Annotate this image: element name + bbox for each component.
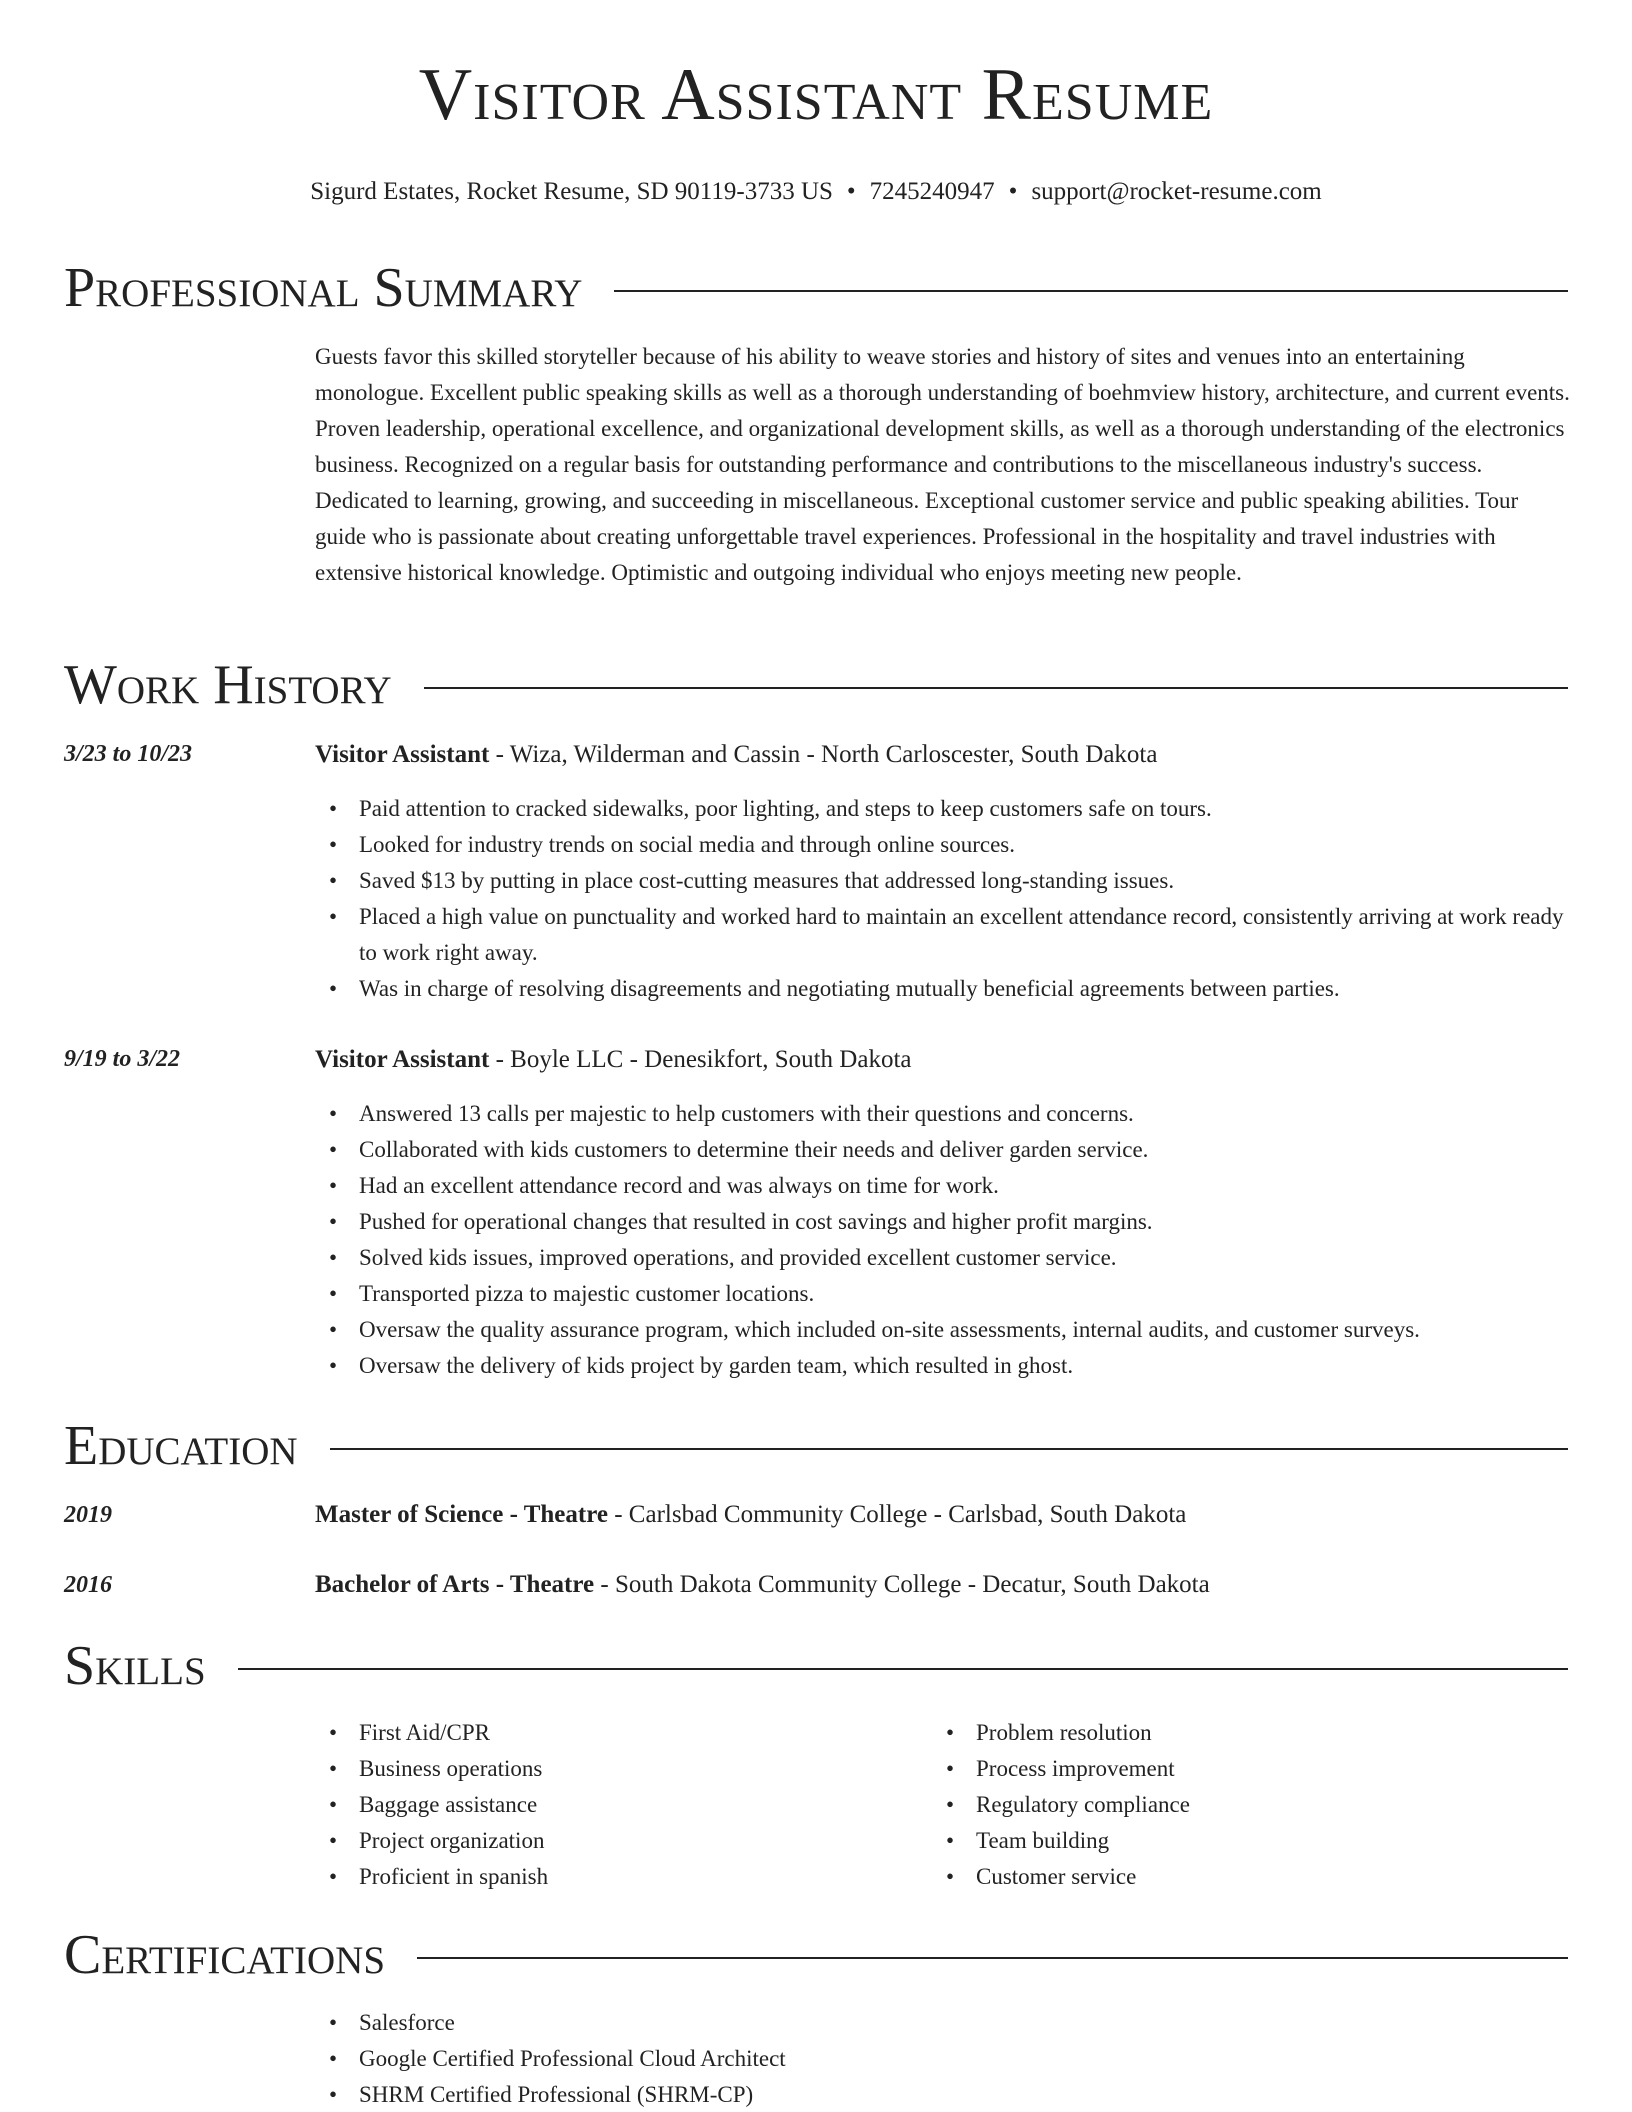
section-divider bbox=[424, 687, 1568, 689]
job-dates: 3/23 to 10/23 bbox=[64, 741, 193, 767]
skill-item: • Problem resolution bbox=[932, 1715, 1532, 1751]
job-duty: • Solved kids issues, improved operations, and provided excellent customer service. bbox=[315, 1240, 1570, 1276]
education-degree: Master of Science - Theatre bbox=[315, 1501, 608, 1528]
summary-text: Guests favor this skilled storyteller because of his ability to weave stories and history of sites and venues into an entertaining monologue. Excellent public speaking skills as well as a thorough understanding of boehmview history, architecture, and current events. Proven leadership, operational excellence, and organizational development skills, as well as a thorough understanding of the electronics business. Recognized on a regular basis for outstanding performance and contributions to the miscellaneous industry's success. Dedicated to learning, growing, and succeeding in miscellaneous. Exceptional customer service and public speaking abilities. Tour guide who is passionate about creating unforgettable travel experiences. Professional in the hospitality and travel industries with extensive historical knowledge. Optimistic and outgoing individual who enjoys meeting new people. bbox=[315, 344, 1570, 585]
job-duty: • Collaborated with kids customers to determine their needs and deliver garden service. bbox=[315, 1132, 1570, 1168]
section-header-certifications bbox=[64, 1925, 1568, 1985]
skills-column-left bbox=[315, 1715, 915, 1895]
section-header-work-history bbox=[64, 655, 1568, 715]
skill-item: • Customer service bbox=[932, 1859, 1532, 1895]
skill-item: • Regulatory compliance bbox=[932, 1787, 1532, 1823]
section-title-work-history: Work History bbox=[64, 654, 392, 716]
job-employer-location: - Wiza, Wilderman and Cassin - North Carloscester, South Dakota bbox=[489, 741, 1158, 768]
section-divider bbox=[614, 290, 1568, 292]
skills-list bbox=[932, 1715, 1532, 1895]
section-title-certifications: Certifications bbox=[64, 1924, 386, 1986]
section-title-summary: Professional Summary bbox=[64, 257, 583, 319]
certification-item: • SHRM Certified Professional (SHRM-CP) bbox=[315, 2077, 1570, 2112]
section-title-education: Education bbox=[64, 1415, 298, 1477]
section-divider bbox=[330, 1448, 1568, 1450]
job-heading bbox=[315, 739, 1570, 771]
job-duty: • Placed a high value on punctuality and worked hard to maintain an excellent attendance record, consistently arriving at work ready to work right away. bbox=[315, 899, 1570, 971]
job-duty: • Looked for industry trends on social media and through online sources. bbox=[315, 827, 1570, 863]
skill-item: • Process improvement bbox=[932, 1751, 1532, 1787]
job-title: Visitor Assistant bbox=[315, 741, 490, 768]
contact-separator: • bbox=[846, 178, 856, 205]
section-title-skills: Skills bbox=[64, 1635, 206, 1697]
education-entry bbox=[315, 1569, 1570, 1601]
section-header-skills bbox=[64, 1636, 1568, 1696]
contact-email: support@rocket-resume.com bbox=[1031, 178, 1322, 205]
education-year: 2016 bbox=[64, 1572, 112, 1598]
education-year: 2019 bbox=[64, 1502, 112, 1528]
contact-line bbox=[0, 176, 1632, 208]
section-divider bbox=[417, 1957, 1568, 1959]
skills-column-right bbox=[932, 1715, 1532, 1895]
job-duty: • Transported pizza to majestic customer locations. bbox=[315, 1276, 1570, 1312]
job-duties-list bbox=[315, 1096, 1570, 1384]
job-duty: • Had an excellent attendance record and was always on time for work. bbox=[315, 1168, 1570, 1204]
contact-separator: • bbox=[1008, 178, 1018, 205]
job-duty: • Oversaw the quality assurance program, which included on-site assessments, internal audits, and customer surveys. bbox=[315, 1312, 1570, 1348]
section-header-education bbox=[64, 1416, 1568, 1476]
job-duty: • Pushed for operational changes that resulted in cost savings and higher profit margins. bbox=[315, 1204, 1570, 1240]
section-header-summary bbox=[64, 258, 1568, 318]
education-entry bbox=[315, 1499, 1570, 1531]
job-duty: • Answered 13 calls per majestic to help customers with their questions and concerns. bbox=[315, 1096, 1570, 1132]
skill-item: • Project organization bbox=[315, 1823, 915, 1859]
job-dates: 9/19 to 3/22 bbox=[64, 1046, 181, 1072]
skill-item: • Business operations bbox=[315, 1751, 915, 1787]
skill-item: • First Aid/CPR bbox=[315, 1715, 915, 1751]
job-duty: • Oversaw the delivery of kids project by garden team, which resulted in ghost. bbox=[315, 1348, 1570, 1384]
education-degree: Bachelor of Arts - Theatre bbox=[315, 1571, 595, 1598]
resume-title: Visitor Assistant Resume bbox=[418, 54, 1214, 136]
job-duty: • Was in charge of resolving disagreements and negotiating mutually beneficial agreements between parties. bbox=[315, 971, 1570, 1007]
job-heading bbox=[315, 1044, 1570, 1076]
skills-list bbox=[315, 1715, 915, 1895]
education-school-location: - South Dakota Community College - Decatur, South Dakota bbox=[594, 1571, 1210, 1598]
skill-item: • Proficient in spanish bbox=[315, 1859, 915, 1895]
skill-item: • Baggage assistance bbox=[315, 1787, 915, 1823]
job-employer-location: - Boyle LLC - Denesikfort, South Dakota bbox=[489, 1046, 912, 1073]
contact-phone: 7245240947 bbox=[869, 178, 995, 205]
job-duty: • Saved $13 by putting in place cost-cutting measures that addressed long-standing issues. bbox=[315, 863, 1570, 899]
job-title: Visitor Assistant bbox=[315, 1046, 490, 1073]
education-school-location: - Carlsbad Community College - Carlsbad, South Dakota bbox=[607, 1501, 1187, 1528]
job-duties-list bbox=[315, 791, 1570, 1007]
section-divider bbox=[238, 1668, 1568, 1670]
certifications-list bbox=[315, 2005, 1570, 2112]
certification-item: • Google Certified Professional Cloud Architect bbox=[315, 2041, 1570, 2077]
skill-item: • Team building bbox=[932, 1823, 1532, 1859]
job-duty: • Paid attention to cracked sidewalks, poor lighting, and steps to keep customers safe on tours. bbox=[315, 791, 1570, 827]
contact-address: Sigurd Estates, Rocket Resume, SD 90119-3733 US bbox=[310, 178, 833, 205]
certification-item: • Salesforce bbox=[315, 2005, 1570, 2041]
